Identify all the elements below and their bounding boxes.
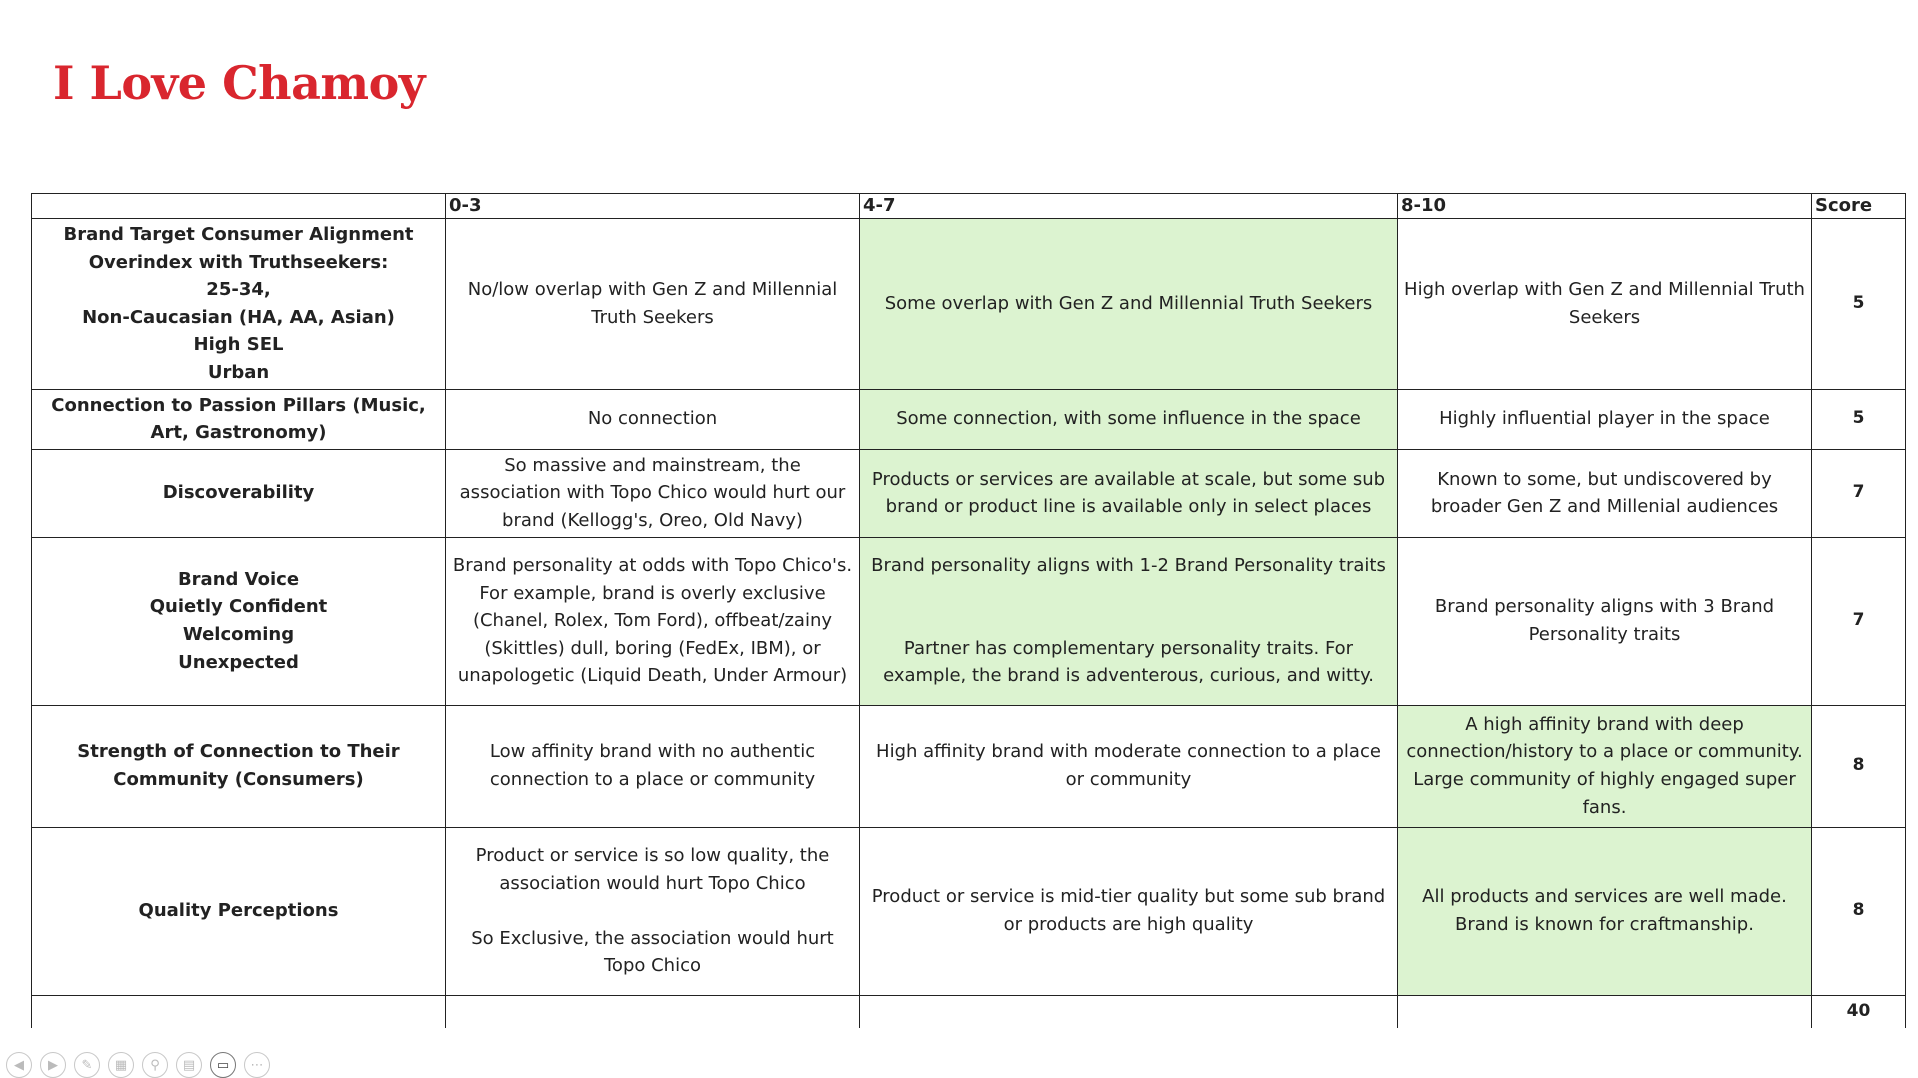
criterion-line: Brand Voice: [177, 568, 300, 590]
cell-text: Product or service is mid-tier quality but some sub brand or products are high quality: [871, 886, 1386, 936]
table-row: [32, 537, 1906, 705]
low-cell: [446, 449, 860, 537]
criterion-line: Urban: [207, 361, 270, 383]
mid-cell: [860, 449, 1398, 537]
cell-text: Products or services are available at scale, but some sub brand or product line is available only in select places: [871, 468, 1386, 518]
low-cell: [446, 537, 860, 705]
table-row: [32, 449, 1906, 537]
cell-text: Known to some, but undiscovered by broader Gen Z and Millenial audiences: [1430, 468, 1779, 518]
criterion-line: Brand Target Consumer Alignment: [63, 224, 414, 245]
criterion-cell: [32, 449, 446, 537]
cell-text: No connection: [587, 408, 718, 430]
criterion-cell: [32, 827, 446, 995]
table-row: [32, 705, 1906, 827]
criterion-cell: [32, 389, 446, 449]
header-range-mid: 4-7: [860, 194, 1398, 219]
low-cell: [446, 219, 860, 390]
low-cell: [446, 389, 860, 449]
high-cell: [1398, 389, 1812, 449]
mid-cell: [860, 389, 1398, 449]
criterion-line: Strength of Connection to Their Community (Consumers): [77, 741, 400, 791]
header-range-low: 0-3: [446, 194, 860, 219]
header-range-high: 8-10: [1398, 194, 1812, 219]
cell-text: Highly influential player in the space: [1439, 408, 1770, 430]
score-cell: 8: [1812, 705, 1906, 827]
criterion-line: Quality Perceptions: [138, 900, 339, 922]
cell-text: High affinity brand with moderate connection to a place or community: [876, 741, 1381, 791]
pen-icon[interactable]: ✎: [74, 1052, 100, 1078]
total-blank: [1398, 995, 1812, 1028]
previous-icon[interactable]: ◀: [6, 1052, 32, 1078]
slides-icon[interactable]: ▦: [108, 1052, 134, 1078]
table-row: [32, 389, 1906, 449]
total-score: 40: [1812, 995, 1906, 1028]
cell-text: So Exclusive, the association would hurt Topo Chico: [471, 927, 834, 977]
criterion-cell: [32, 537, 446, 705]
score-cell: 7: [1812, 537, 1906, 705]
high-cell: [1398, 705, 1812, 827]
high-cell: [1398, 827, 1812, 995]
cell-text: So massive and mainstream, the association with Topo Chico would hurt our brand (Kellogg's, Oreo, Old Navy): [459, 454, 846, 531]
cell-text: A high affinity brand with deep connection/history to a place or community. Large community of highly engaged super fans.: [1406, 713, 1803, 818]
cell-text: Low affinity brand with no authentic connection to a place or community: [489, 741, 816, 791]
cell-text: Some overlap with Gen Z and Millennial Truth Seekers: [884, 292, 1373, 314]
high-cell: [1398, 219, 1812, 390]
presentation-controls: [6, 1052, 270, 1078]
camera-icon[interactable]: ▭: [210, 1052, 236, 1078]
criterion-line: Overindex with Truthseekers:: [88, 251, 389, 273]
cell-text: Brand personality aligns with 1-2 Brand Personality traits: [871, 555, 1386, 577]
low-cell: [446, 705, 860, 827]
criterion-line: Welcoming: [182, 624, 295, 646]
score-cell: 8: [1812, 827, 1906, 995]
subtitles-icon[interactable]: ▤: [176, 1052, 202, 1078]
criterion-cell: [32, 219, 446, 390]
criterion-line: High SEL: [193, 334, 284, 356]
mid-cell: [860, 705, 1398, 827]
criterion-line: 25-34,: [206, 279, 271, 301]
score-cell: 5: [1812, 219, 1906, 390]
total-blank: [446, 995, 860, 1028]
table-header-row: [32, 194, 1906, 219]
criterion-line: Quietly Confident: [149, 596, 328, 618]
criterion-line: Non-Caucasian (HA, AA, Asian): [82, 306, 395, 328]
next-icon[interactable]: ▶: [40, 1052, 66, 1078]
header-blank: [32, 194, 446, 219]
score-cell: 5: [1812, 389, 1906, 449]
total-blank: [860, 995, 1398, 1028]
criterion-line: Discoverability: [162, 482, 315, 504]
score-cell: 7: [1812, 449, 1906, 537]
cell-text: No/low overlap with Gen Z and Millennial Truth Seekers: [467, 279, 838, 328]
low-cell: [446, 827, 860, 995]
criterion-cell: [32, 705, 446, 827]
table-row: [32, 827, 1906, 995]
total-blank: [32, 995, 446, 1028]
slide-title: I Love Chamoy: [53, 56, 426, 110]
scoring-table: [31, 193, 1906, 1028]
zoom-icon[interactable]: ⚲: [142, 1052, 168, 1078]
criterion-line: Connection to Passion Pillars (Music, Art, Gastronomy): [51, 394, 426, 444]
table-row: [32, 219, 1906, 390]
total-row: [32, 995, 1906, 1028]
cell-text: All products and services are well made. Brand is known for craftmanship.: [1422, 886, 1787, 936]
cell-text: Brand personality at odds with Topo Chico's. For example, brand is overly exclusive (Chanel, Rolex, Tom Ford), offbeat/zainy (Skittles) dull, boring (FedEx, IBM), or unapologetic (Liquid Death, Under Armour): [452, 555, 853, 687]
high-cell: [1398, 537, 1812, 705]
mid-cell: [860, 537, 1398, 705]
more-icon[interactable]: ⋯: [244, 1052, 270, 1078]
cell-text: Partner has complementary personality traits. For example, the brand is adventerous, curious, and witty.: [883, 637, 1374, 687]
cell-text: High overlap with Gen Z and Millennial Truth Seekers: [1404, 279, 1805, 328]
high-cell: [1398, 449, 1812, 537]
criterion-line: Unexpected: [178, 651, 299, 673]
header-score: Score: [1812, 194, 1906, 219]
cell-text: Brand personality aligns with 3 Brand Personality traits: [1434, 596, 1775, 646]
mid-cell: [860, 219, 1398, 390]
mid-cell: [860, 827, 1398, 995]
cell-text: Some connection, with some influence in the space: [896, 408, 1361, 430]
cell-text: Product or service is so low quality, the association would hurt Topo Chico: [475, 845, 830, 894]
